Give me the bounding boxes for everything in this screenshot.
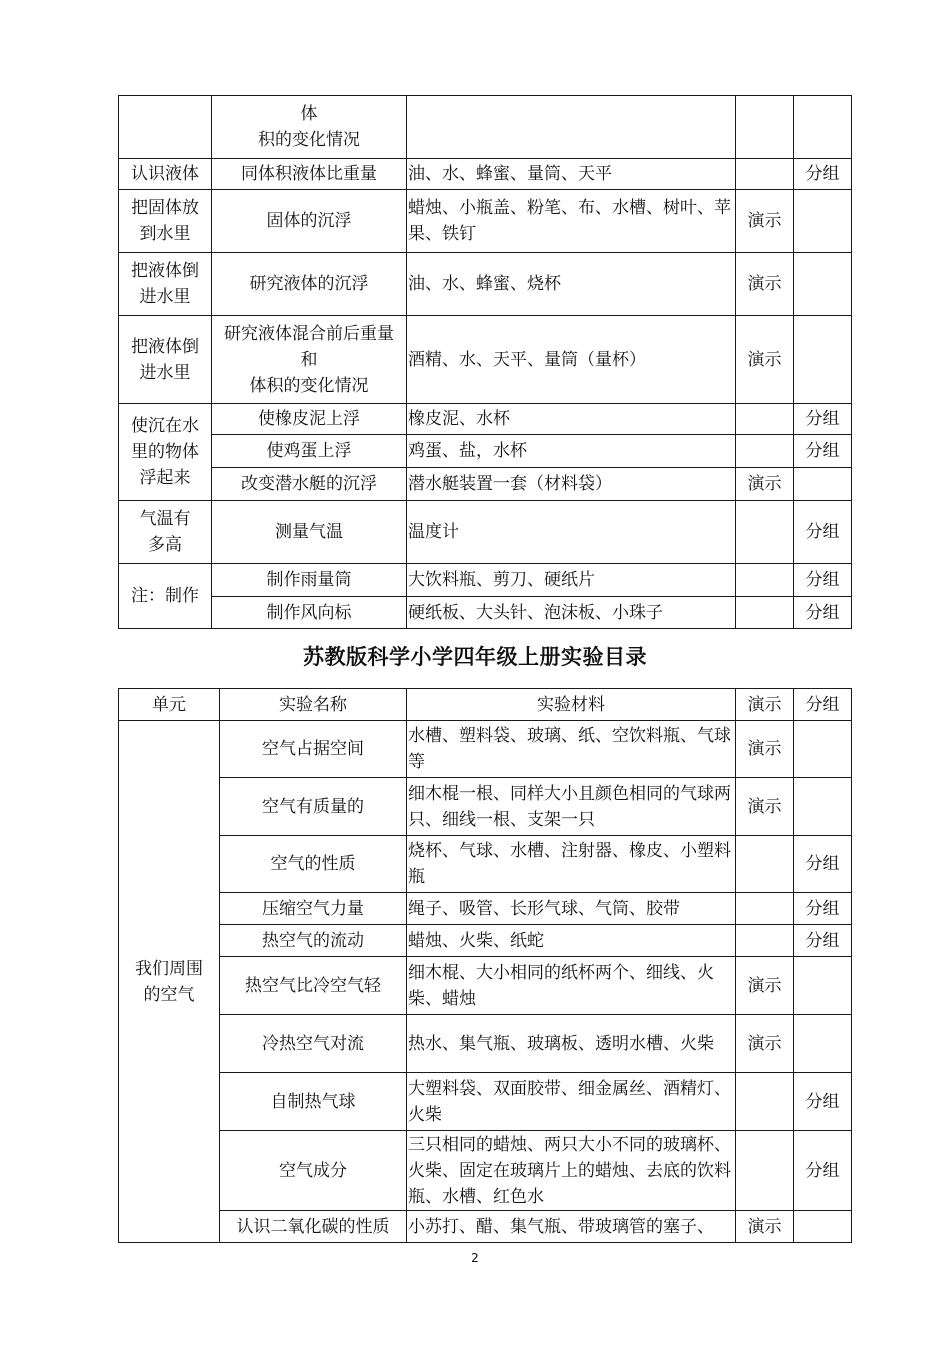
group-cell xyxy=(794,1015,852,1073)
experiment-name-cell: 压缩空气力量 xyxy=(220,893,407,925)
demo-cell xyxy=(736,1131,794,1211)
demo-cell xyxy=(736,159,794,190)
group-cell xyxy=(794,253,852,316)
materials-cell: 硬纸板、大头针、泡沫板、小珠子 xyxy=(407,597,736,629)
materials-cell xyxy=(407,96,736,159)
unit-line: 里的物体 xyxy=(131,442,199,462)
demo-cell xyxy=(736,501,794,564)
demo-cell xyxy=(736,893,794,925)
materials-cell: 热水、集气瓶、玻璃板、透明水槽、火柴 xyxy=(407,1015,736,1073)
materials-cell: 鸡蛋、盐，水杯 xyxy=(407,435,736,468)
unit-cell xyxy=(119,404,212,501)
demo-cell xyxy=(736,597,794,629)
unit-line: 到水里 xyxy=(139,224,191,244)
unit-cell: 注：制作 xyxy=(119,564,212,629)
unit-cell xyxy=(119,253,212,316)
demo-cell xyxy=(736,404,794,435)
materials-cell: 酒精、水、天平、量筒（量杯） xyxy=(407,316,736,404)
experiment-name-cell: 热空气比冷空气轻 xyxy=(220,957,407,1015)
unit-cell xyxy=(119,190,212,253)
group-cell xyxy=(794,1211,852,1243)
experiment-name-cell: 空气的性质 xyxy=(220,836,407,893)
materials-cell: 细木棍、大小相同的纸杯两个、细线、火柴、蜡烛 xyxy=(407,957,736,1015)
demo-cell: 演示 xyxy=(736,1015,794,1073)
unit-line: 气温有 xyxy=(139,509,191,529)
demo-cell: 演示 xyxy=(736,1211,794,1243)
group-cell xyxy=(794,957,852,1015)
unit-line: 进水里 xyxy=(139,287,191,307)
experiment-name-line: 体积的变化情况 xyxy=(249,375,369,396)
group-cell xyxy=(794,721,852,778)
group-cell: 分组 xyxy=(794,1073,852,1131)
experiment-name-cell: 使鸡蛋上浮 xyxy=(212,435,407,468)
experiment-name-cell: 冷热空气对流 xyxy=(220,1015,407,1073)
group-cell: 分组 xyxy=(794,501,852,564)
demo-cell xyxy=(736,1073,794,1131)
experiment-name-cell: 制作风向标 xyxy=(212,597,407,629)
materials-cell: 橡皮泥、水杯 xyxy=(407,404,736,435)
group-cell xyxy=(794,468,852,501)
unit-cell xyxy=(119,721,220,1243)
unit-line: 把固体放 xyxy=(131,198,199,218)
experiment-name-line: 积的变化情况 xyxy=(258,130,360,150)
unit-line: 把液体倒 xyxy=(131,261,199,281)
unit-cell xyxy=(119,96,212,159)
experiment-name-cell: 空气占据空间 xyxy=(220,721,407,778)
demo-cell: 演示 xyxy=(736,721,794,778)
experiment-name-cell: 热空气的流动 xyxy=(220,925,407,957)
materials-cell: 细木棍一根、同样大小且颜色相同的气球两只、细线一根、支架一只 xyxy=(407,778,736,836)
materials-cell: 烧杯、气球、水槽、注射器、橡皮、小塑料瓶 xyxy=(407,836,736,893)
experiment-table-continued xyxy=(118,95,852,629)
experiment-name-cell xyxy=(212,96,407,159)
experiment-name-cell: 测量气温 xyxy=(212,501,407,564)
experiment-name-cell: 固体的沉浮 xyxy=(212,190,407,253)
experiment-table xyxy=(118,688,852,1243)
group-cell: 分组 xyxy=(794,1131,852,1211)
experiment-name-cell: 研究液体的沉浮 xyxy=(212,253,407,316)
experiment-name-cell: 使橡皮泥上浮 xyxy=(212,404,407,435)
demo-cell xyxy=(736,435,794,468)
materials-cell: 温度计 xyxy=(407,501,736,564)
unit-line: 使沉在水 xyxy=(131,416,199,436)
unit-line: 进水里 xyxy=(139,362,191,383)
materials-cell: 蜡烛、小瓶盖、粉笔、布、水槽、树叶、苹果、铁钉 xyxy=(407,190,736,253)
unit-cell xyxy=(119,316,212,404)
group-cell: 分组 xyxy=(794,925,852,957)
group-cell xyxy=(794,190,852,253)
materials-cell: 大塑料袋、双面胶带、细金属丝、酒精灯、火柴 xyxy=(407,1073,736,1131)
demo-cell xyxy=(736,564,794,597)
group-cell: 分组 xyxy=(794,893,852,925)
unit-line: 的空气 xyxy=(143,984,195,1005)
demo-cell: 演示 xyxy=(736,190,794,253)
demo-cell: 演示 xyxy=(736,957,794,1015)
demo-cell: 演示 xyxy=(736,778,794,836)
materials-cell: 油、水、蜂蜜、烧杯 xyxy=(407,253,736,316)
materials-cell: 油、水、蜂蜜、量筒、天平 xyxy=(407,159,736,190)
group-cell: 分组 xyxy=(794,597,852,629)
experiment-name-cell: 改变潜水艇的沉浮 xyxy=(212,468,407,501)
experiment-name-cell: 空气成分 xyxy=(220,1131,407,1211)
group-cell xyxy=(794,778,852,836)
unit-line: 浮起来 xyxy=(139,468,191,488)
unit-line: 多高 xyxy=(148,535,182,555)
group-cell xyxy=(794,96,852,159)
header-unit: 单元 xyxy=(119,689,220,721)
unit-cell xyxy=(119,501,212,564)
materials-cell: 水槽、塑料袋、玻璃、纸、空饮料瓶、气球等 xyxy=(407,721,736,778)
materials-cell: 大饮料瓶、剪刀、硬纸片 xyxy=(407,564,736,597)
header-group: 分组 xyxy=(794,689,852,721)
experiment-name-cell: 认识二氧化碳的性质 xyxy=(220,1211,407,1243)
experiment-name-cell: 空气有质量的 xyxy=(220,778,407,836)
header-demo: 演示 xyxy=(736,689,794,721)
demo-cell xyxy=(736,925,794,957)
experiment-name-cell: 制作雨量筒 xyxy=(212,564,407,597)
demo-cell: 演示 xyxy=(736,316,794,404)
experiment-name-line: 和 xyxy=(300,349,318,370)
experiment-name-line: 研究液体混合前后重量 xyxy=(224,323,394,344)
unit-line: 把液体倒 xyxy=(131,336,199,357)
demo-cell: 演示 xyxy=(736,253,794,316)
group-cell: 分组 xyxy=(794,564,852,597)
experiment-name-cell: 自制热气球 xyxy=(220,1073,407,1131)
experiment-name-cell xyxy=(212,316,407,404)
materials-cell: 潜水艇装置一套（材料袋） xyxy=(407,468,736,501)
materials-cell: 三只相同的蜡烛、两只大小不同的玻璃杯、火柴、固定在玻璃片上的蜡烛、去底的饮料瓶、水槽、红色水 xyxy=(407,1131,736,1211)
page-number: 2 xyxy=(471,1251,479,1265)
header-materials: 实验材料 xyxy=(407,689,736,721)
section-title: 苏教版科学小学四年级上册实验目录 xyxy=(303,645,647,669)
unit-cell: 认识液体 xyxy=(119,159,212,190)
experiment-name-cell: 同体积液体比重量 xyxy=(212,159,407,190)
materials-cell: 小苏打、醋、集气瓶、带玻璃管的塞子、 xyxy=(407,1211,736,1243)
group-cell: 分组 xyxy=(794,404,852,435)
materials-cell: 蜡烛、火柴、纸蛇 xyxy=(407,925,736,957)
group-cell: 分组 xyxy=(794,159,852,190)
group-cell xyxy=(794,316,852,404)
header-name: 实验名称 xyxy=(220,689,407,721)
group-cell: 分组 xyxy=(794,435,852,468)
experiment-name-line: 体 xyxy=(300,104,318,124)
demo-cell xyxy=(736,836,794,893)
unit-line: 我们周围 xyxy=(135,958,203,979)
materials-cell: 绳子、吸管、长形气球、气筒、胶带 xyxy=(407,893,736,925)
demo-cell xyxy=(736,96,794,159)
group-cell: 分组 xyxy=(794,836,852,893)
demo-cell: 演示 xyxy=(736,468,794,501)
